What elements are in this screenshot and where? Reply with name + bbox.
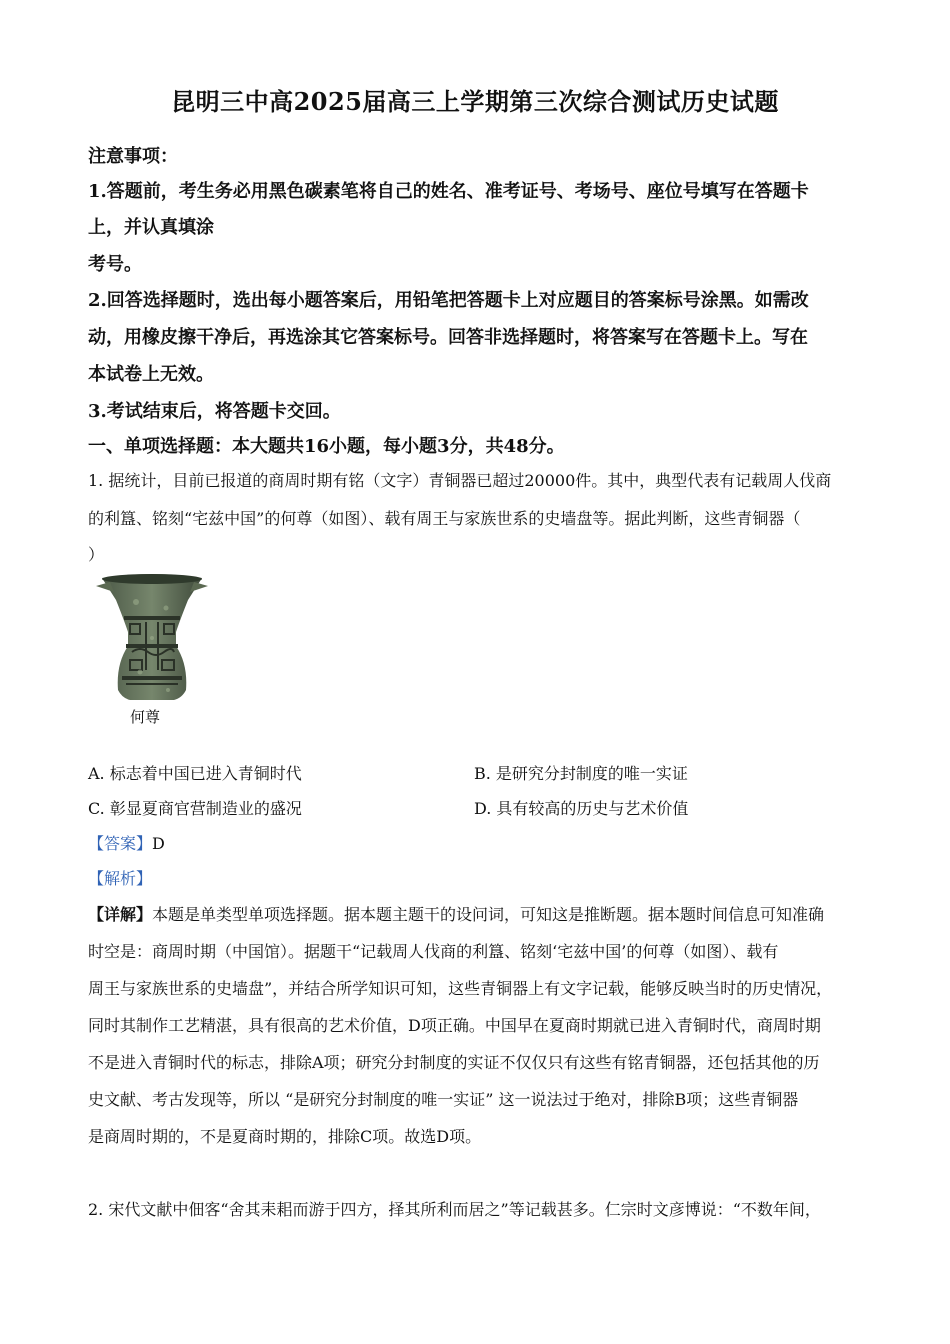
notice-line: 考号。 [88, 254, 142, 275]
section-heading: 一、单项选择题：本大题共16小题，每小题3分，共48分。 [88, 436, 565, 457]
answer-label: 【答案】 [88, 834, 153, 853]
detail-line: 是商周时期的，不是夏商时期的，排除C项。故选D项。 [88, 1127, 482, 1146]
question-1-text: 1. 据统计，目前已报道的商周时期有铭（文字）青铜器已超过20000件。其中，典型代表有记载周人伐商 [88, 471, 832, 490]
question-1-text: 的利簋、铭刻“宅兹中国”的何尊（如图）、载有周王与家族世系的史墙盘等。据此判断，这些青铜器（ [88, 509, 801, 528]
detail-line: 史文献、考古发现等，所以 “是研究分封制度的唯一实证” 这一说法过于绝对，排除B项；这些青铜器 [88, 1090, 799, 1109]
detail-line: 时空是：商周时期（中国馆）。据题干“记载周人伐商的利簋、铭刻‘宅兹中国’的何尊（如图）、载有 [88, 942, 779, 961]
he-zun-bronze-image [96, 572, 208, 706]
notice-line: 本试卷上无效。 [88, 364, 214, 385]
page-title: 昆明三中高2025届高三上学期第三次综合测试历史试题 [171, 87, 779, 116]
notice-line: 2.回答选择题时，选出每小题答案后，用铅笔把答题卡上对应题目的答案标号涂黑。如需改 [88, 290, 809, 311]
answer-value: D [152, 834, 165, 853]
notice-heading: 注意事项： [88, 146, 178, 167]
detail-label: 【详解】 [88, 905, 153, 924]
option-b: B. 是研究分封制度的唯一实证 [474, 764, 688, 783]
detail-line [88, 902, 824, 925]
notice-line: 1.答题前，考生务必用黑色碳素笔将自己的姓名、准考证号、考场号、座位号填写在答题卡 [88, 181, 809, 202]
option-d: D. 具有较高的历史与艺术价值 [474, 799, 689, 818]
notice-line: 上，并认真填涂 [88, 217, 214, 238]
analysis-label: 【解析】 [88, 869, 153, 888]
notice-line: 动，用橡皮擦干净后，再选涂其它答案标号。回答非选择题时，将答案写在答题卡上。写在 [88, 327, 808, 348]
detail-line: 不是进入青铜时代的标志，排除A项；研究分封制度的实证不仅仅只有这些有铭青铜器，还包括其他的历 [88, 1053, 820, 1072]
answer-row [88, 831, 165, 854]
option-c: C. 彰显夏商官营制造业的盛况 [88, 799, 302, 818]
question-1-text: ） [88, 545, 105, 564]
detail-text: 本题是单类型单项选择题。据本题主题干的设问词，可知这是推断题。据本题时间信息可知准确 [152, 905, 825, 924]
detail-line: 周王与家族世系的史墙盘”，并结合所学知识可知，这些青铜器上有文字记载，能够反映当时的历史情况， [88, 979, 833, 998]
question-2-text: 2. 宋代文献中佃客“舍其耒耜而游于四方，择其所利而居之”等记载甚多。仁宗时文彦博说：“不数年间， [88, 1200, 821, 1219]
notice-line: 3.考试结束后，将答题卡交回。 [88, 401, 341, 422]
detail-line: 同时其制作工艺精湛，具有很高的艺术价值，D项正确。中国早在夏商时期就已进入青铜时代，商周时期 [88, 1016, 821, 1035]
option-a: A. 标志着中国已进入青铜时代 [88, 764, 302, 783]
figure-caption: 何尊 [130, 708, 161, 726]
